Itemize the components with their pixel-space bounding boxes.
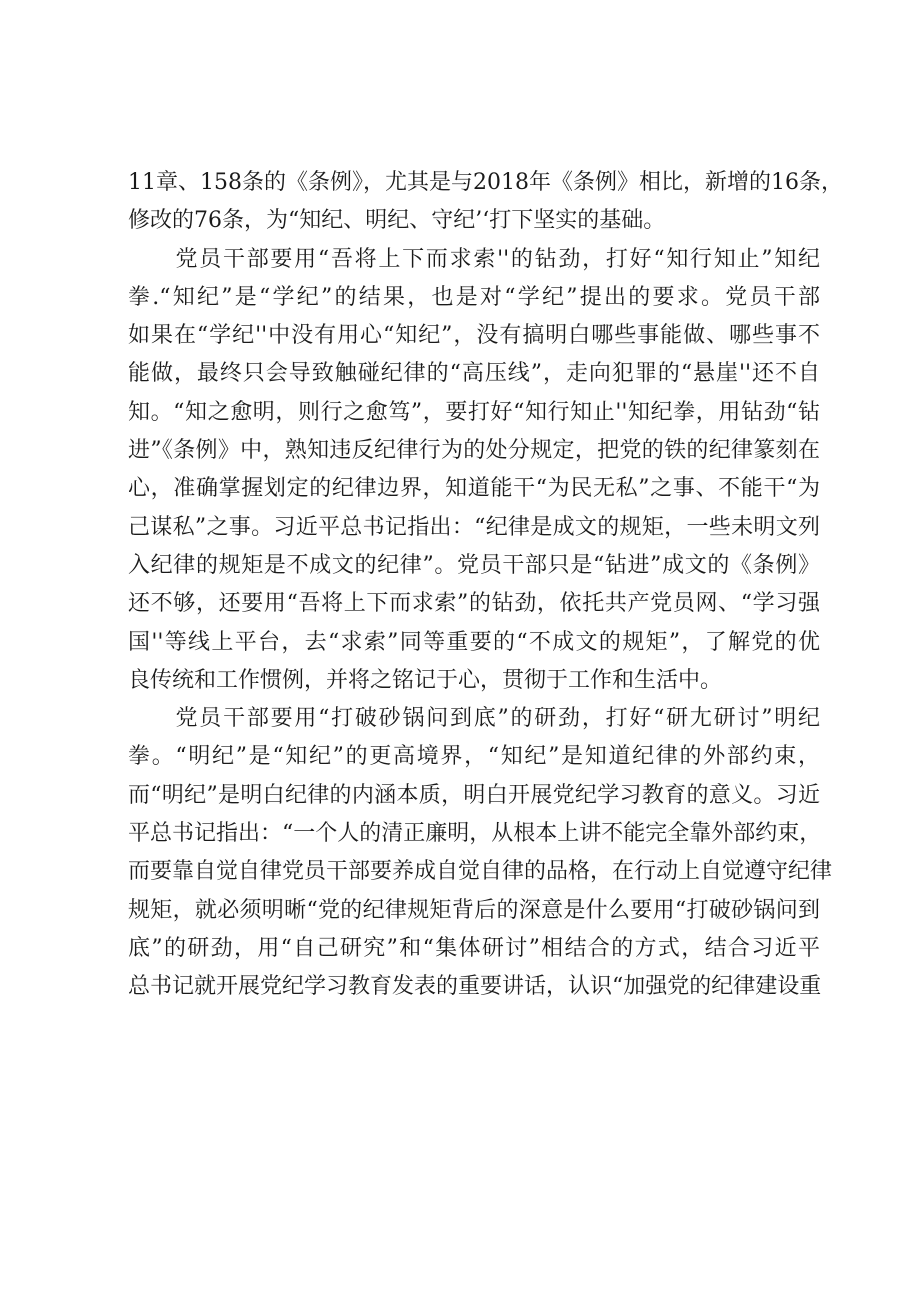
- text-line: 还不够，还要用“吾将上下而求索”的钻劲，依托共产党员网、“学习强: [128, 591, 820, 617]
- text-line: 如果在“学纪''中没有用心“知纪”，没有搞明白哪些事能做、哪些事不: [128, 323, 820, 349]
- text-line: 良传统和工作惯例，并将之铭记于心，贯彻于工作和生活中。: [128, 667, 723, 693]
- text-line: 知。“知之愈明，则行之愈笃”，要打好“知行知止''知纪拳，用钻劲“钻: [128, 399, 820, 425]
- text-line: 底”的研劲，用“自己研究”和“集体研讨”相结合的方式，结合习近平: [128, 935, 820, 961]
- text-line: 总书记就开展党纪学习教育发表的重要讲话，认识“加强党的纪律建设重: [128, 974, 822, 1000]
- paragraph-1: [128, 164, 843, 241]
- paragraph-3: [128, 700, 833, 1006]
- text-line: 而要靠自觉自律党员干部要养成自觉自律的品格，在行动上自觉遵守纪律: [128, 859, 833, 885]
- paragraph-2: [128, 241, 820, 701]
- text-line: 己谋私”之事。习近平总书记指出：“纪律是成文的规矩，一些未明文列: [128, 514, 820, 540]
- text-line: 拳。“明纪”是“知纪”的更高境界，“知纪”是知道纪律的外部约束，: [128, 744, 821, 770]
- text-line: 进”《条例》中，熟知违反纪律行为的处分规定，把党的铁的纪律篆刻在: [128, 438, 820, 464]
- text-line: 国''等线上平台，去“求索”同等重要的“不成文的规矩”，了解党的优: [128, 629, 820, 655]
- text-line: 党员干部要用“吾将上下而求索''的钻劲，打好“知行知止”知纪: [128, 246, 820, 272]
- text-line: 平总书记指出：“一个人的清正廉明，从根本上讲不能完全靠外部约束，: [128, 821, 822, 847]
- text-line: 拳.“知纪”是“学纪”的结果，也是对“学纪”提出的要求。党员干部: [128, 284, 820, 310]
- text-line: 心，准确掌握划定的纪律边界，知道能干“为民无私”之事、不能干“为: [128, 476, 820, 502]
- text-line: 而“明纪”是明白纪律的内涵本质，明白开展党纪学习教育的意义。习近: [128, 782, 820, 808]
- text-line: 入纪律的规矩是不成文的纪律”。党员干部只是“钻进”成文的《条例》: [128, 552, 820, 578]
- text-line: 党员干部要用“打破砂锅问到底”的研劲，打好“研尢研讨”明纪: [128, 706, 820, 732]
- text-line: 规矩，就必须明晰“党的纪律规矩背后的深意是什么要用“打破砂锅问到: [128, 897, 820, 923]
- text-line: 能做，最终只会导致触碰纪律的“高压线”，走向犯罪的“悬崖''还不自: [128, 361, 820, 387]
- text-line: 修改的76条，为“知纪、明纪、守纪’‘打下坚实的基础。: [128, 208, 666, 234]
- text-line: 11章、158条的《条例》，尤其是与2018年《条例》相比，新增的16条，: [128, 170, 843, 195]
- document-body: [128, 164, 843, 1007]
